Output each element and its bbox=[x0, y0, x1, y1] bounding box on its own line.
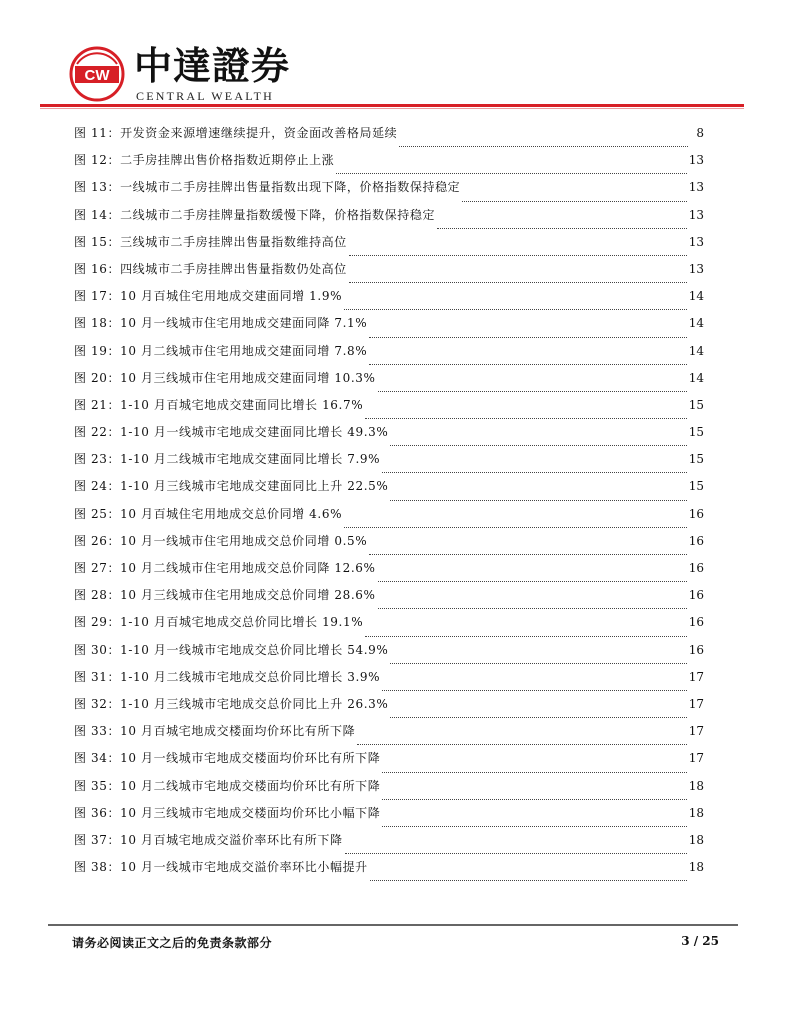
toc-entry[interactable] bbox=[74, 477, 704, 504]
toc-entry-label[interactable]: 图 24：1-10 月三线城市宅地成交建面同比上升 22.5% bbox=[74, 479, 389, 494]
toc-entry-page[interactable]: 17 bbox=[688, 751, 704, 766]
toc-entry[interactable] bbox=[74, 505, 704, 532]
toc-entry-page[interactable]: 18 bbox=[688, 805, 704, 820]
toc-entry-page[interactable]: 13 bbox=[688, 261, 704, 276]
toc-leader-dots bbox=[369, 553, 686, 555]
toc-entry-label[interactable]: 图 23：1-10 月二线城市宅地成交建面同比增长 7.9% bbox=[74, 452, 381, 467]
toc-entry-page[interactable]: 13 bbox=[688, 180, 704, 195]
disclaimer-text: 请务必阅读正文之后的免责条款部分 bbox=[72, 936, 273, 950]
toc-leader-dots bbox=[390, 716, 686, 718]
toc-entry-page[interactable]: 14 bbox=[688, 343, 704, 358]
toc-entry-label[interactable]: 图 34：10 月一线城市宅地成交楼面均价环比有所下降 bbox=[74, 751, 381, 766]
toc-leader-dots bbox=[349, 254, 687, 256]
toc-entry-label[interactable]: 图 25：10 月百城住宅用地成交总价同增 4.6% bbox=[74, 506, 343, 521]
toc-entry-page[interactable]: 17 bbox=[688, 724, 704, 739]
toc-entry[interactable] bbox=[74, 124, 704, 151]
toc-leader-dots bbox=[344, 308, 687, 310]
toc-entry-label[interactable]: 图 37：10 月百城宅地成交溢价率环比有所下降 bbox=[74, 832, 343, 847]
toc-entry-label[interactable]: 图 38：10 月一线城市宅地成交溢价率环比小幅提升 bbox=[74, 860, 368, 875]
toc-entry-page[interactable]: 15 bbox=[688, 425, 704, 440]
header-divider-thin bbox=[40, 108, 744, 109]
toc-entry-page[interactable]: 14 bbox=[688, 370, 704, 385]
toc-leader-dots bbox=[357, 743, 687, 745]
toc-entry-label[interactable]: 图 15：三线城市二手房挂牌出售量指数维持高位 bbox=[74, 234, 347, 249]
brand-name-en: CENTRAL WEALTH bbox=[136, 89, 275, 103]
toc-entry[interactable] bbox=[74, 559, 704, 586]
toc-entry[interactable] bbox=[74, 342, 704, 369]
toc-entry-label[interactable]: 图 29：1-10 月百城宅地成交总价同比增长 19.1% bbox=[74, 615, 364, 630]
central-wealth-logo bbox=[69, 46, 125, 102]
toc-entry-label[interactable]: 图 21：1-10 月百城宅地成交建面同比增长 16.7% bbox=[74, 397, 364, 412]
toc-entry-page[interactable]: 16 bbox=[688, 642, 704, 657]
toc-entry-label[interactable]: 图 26：10 月一线城市住宅用地成交总价同增 0.5% bbox=[74, 533, 368, 548]
toc-entry[interactable] bbox=[74, 722, 704, 749]
toc-leader-dots bbox=[336, 172, 686, 174]
toc-entry-page[interactable]: 13 bbox=[688, 153, 704, 168]
toc-entry-label[interactable]: 图 27：10 月二线城市住宅用地成交总价同降 12.6% bbox=[74, 561, 376, 575]
toc-entry[interactable] bbox=[74, 314, 704, 341]
toc-entry-page[interactable]: 16 bbox=[688, 615, 704, 630]
toc-entry[interactable] bbox=[74, 695, 704, 722]
toc-leader-dots bbox=[382, 825, 686, 827]
page-header bbox=[0, 0, 791, 112]
toc-entry[interactable] bbox=[74, 396, 704, 423]
toc-leader-dots bbox=[369, 363, 686, 365]
toc-entry[interactable] bbox=[74, 178, 704, 205]
toc-entry-label[interactable]: 图 20：10 月三线城市住宅用地成交建面同增 10.3% bbox=[74, 370, 376, 385]
toc-leader-dots bbox=[382, 798, 686, 800]
toc-leader-dots bbox=[382, 689, 687, 691]
toc-entry-label[interactable]: 图 31：1-10 月二线城市宅地成交总价同比增长 3.9% bbox=[74, 669, 381, 684]
toc-entry-page[interactable]: 18 bbox=[688, 778, 704, 793]
toc-entry[interactable] bbox=[74, 586, 704, 613]
toc-leader-dots bbox=[399, 145, 688, 147]
toc-entry[interactable] bbox=[74, 777, 704, 804]
toc-leader-dots bbox=[378, 580, 687, 582]
logo-text: CW bbox=[84, 67, 110, 84]
toc-entry-label[interactable]: 图 11：开发资金来源增速继续提升，资金面改善格局延续 bbox=[74, 126, 398, 140]
page-number: 3 / 25 bbox=[681, 934, 719, 948]
toc-leader-dots bbox=[365, 417, 687, 419]
toc-entry[interactable] bbox=[74, 151, 704, 178]
toc-entry-page[interactable]: 17 bbox=[688, 669, 704, 684]
toc-entry[interactable] bbox=[74, 423, 704, 450]
toc-leader-dots bbox=[344, 526, 687, 528]
toc-entry-page[interactable]: 16 bbox=[688, 506, 704, 521]
toc-entry-page[interactable]: 13 bbox=[688, 234, 704, 249]
toc-entry[interactable] bbox=[74, 532, 704, 559]
toc-leader-dots bbox=[390, 662, 686, 664]
toc-entry-page[interactable]: 14 bbox=[688, 289, 704, 304]
toc-leader-dots bbox=[370, 879, 687, 881]
toc-entry-page[interactable]: 15 bbox=[688, 479, 704, 494]
toc-leader-dots bbox=[369, 336, 686, 338]
toc-entry[interactable] bbox=[74, 858, 704, 885]
header-divider bbox=[40, 104, 744, 107]
toc-leader-dots bbox=[378, 607, 687, 609]
toc-entry-page[interactable]: 15 bbox=[688, 452, 704, 467]
toc-leader-dots bbox=[462, 200, 686, 202]
brand-name-cn: 中達證券 bbox=[134, 43, 291, 88]
toc-entry[interactable] bbox=[74, 641, 704, 668]
toc-entry[interactable] bbox=[74, 749, 704, 776]
toc-entry-label[interactable]: 图 28：10 月三线城市住宅用地成交总价同增 28.6% bbox=[74, 588, 376, 603]
toc-entry-label[interactable]: 图 32：1-10 月三线城市宅地成交总价同比上升 26.3% bbox=[74, 696, 389, 711]
toc-entry-page[interactable]: 16 bbox=[688, 588, 704, 603]
toc-entry-page[interactable]: 17 bbox=[688, 696, 704, 711]
toc-leader-dots bbox=[390, 499, 686, 501]
toc-entry-page[interactable]: 18 bbox=[688, 832, 704, 847]
toc-entry-label[interactable]: 图 36：10 月三线城市宅地成交楼面均价环比小幅下降 bbox=[74, 805, 381, 820]
toc-leader-dots bbox=[382, 771, 686, 773]
toc-entry-label[interactable]: 图 14：二线城市二手房挂牌量指数缓慢下降，价格指数保持稳定 bbox=[74, 207, 436, 222]
toc-entry[interactable] bbox=[74, 668, 704, 695]
toc-leader-dots bbox=[382, 471, 687, 473]
toc-entry[interactable] bbox=[74, 450, 704, 477]
toc-leader-dots bbox=[390, 444, 686, 446]
toc-entry-label[interactable]: 图 22：1-10 月一线城市宅地成交建面同比增长 49.3% bbox=[74, 425, 389, 440]
toc-entry-label[interactable]: 图 35：10 月二线城市宅地成交楼面均价环比有所下降 bbox=[74, 778, 381, 793]
toc-entry-label[interactable]: 图 13：一线城市二手房挂牌出售量指数出现下降，价格指数保持稳定 bbox=[74, 180, 461, 195]
toc-entry-label[interactable]: 图 33：10 月百城宅地成交楼面均价环比有所下降 bbox=[74, 724, 356, 739]
toc-entry[interactable] bbox=[74, 831, 704, 858]
toc-entry[interactable] bbox=[74, 287, 704, 314]
footer-divider bbox=[48, 924, 738, 926]
toc-entry[interactable] bbox=[74, 260, 704, 287]
toc-entry-label[interactable]: 图 19：10 月二线城市住宅用地成交建面同增 7.8% bbox=[74, 343, 368, 358]
toc-entry[interactable] bbox=[74, 206, 704, 233]
toc-entry-label[interactable]: 图 18：10 月一线城市住宅用地成交建面同降 7.1% bbox=[74, 316, 368, 331]
toc-entry-page[interactable]: 14 bbox=[688, 316, 704, 331]
figure-index-list bbox=[74, 124, 704, 885]
toc-leader-dots bbox=[437, 227, 687, 229]
toc-entry-page[interactable]: 16 bbox=[688, 533, 704, 548]
toc-leader-dots bbox=[365, 635, 687, 637]
toc-entry-label[interactable]: 图 17：10 月百城住宅用地成交建面同增 1.9% bbox=[74, 289, 343, 304]
toc-entry-page[interactable]: 18 bbox=[688, 860, 704, 875]
toc-entry-page[interactable]: 15 bbox=[688, 397, 704, 412]
toc-leader-dots bbox=[378, 390, 687, 392]
toc-entry-page[interactable]: 8 bbox=[696, 126, 704, 140]
toc-entry-label[interactable]: 图 12：二手房挂牌出售价格指数近期停止上涨 bbox=[74, 153, 335, 168]
toc-entry[interactable] bbox=[74, 804, 704, 831]
toc-entry-page[interactable]: 16 bbox=[688, 561, 704, 575]
toc-entry-label[interactable]: 图 30：1-10 月一线城市宅地成交总价同比增长 54.9% bbox=[74, 642, 389, 657]
toc-entry[interactable] bbox=[74, 613, 704, 640]
toc-leader-dots bbox=[345, 852, 687, 854]
toc-entry-label[interactable]: 图 16：四线城市二手房挂牌出售量指数仍处高位 bbox=[74, 261, 347, 276]
toc-entry-page[interactable]: 13 bbox=[688, 207, 704, 222]
toc-entry[interactable] bbox=[74, 233, 704, 260]
toc-entry[interactable] bbox=[74, 369, 704, 396]
toc-leader-dots bbox=[349, 281, 687, 283]
